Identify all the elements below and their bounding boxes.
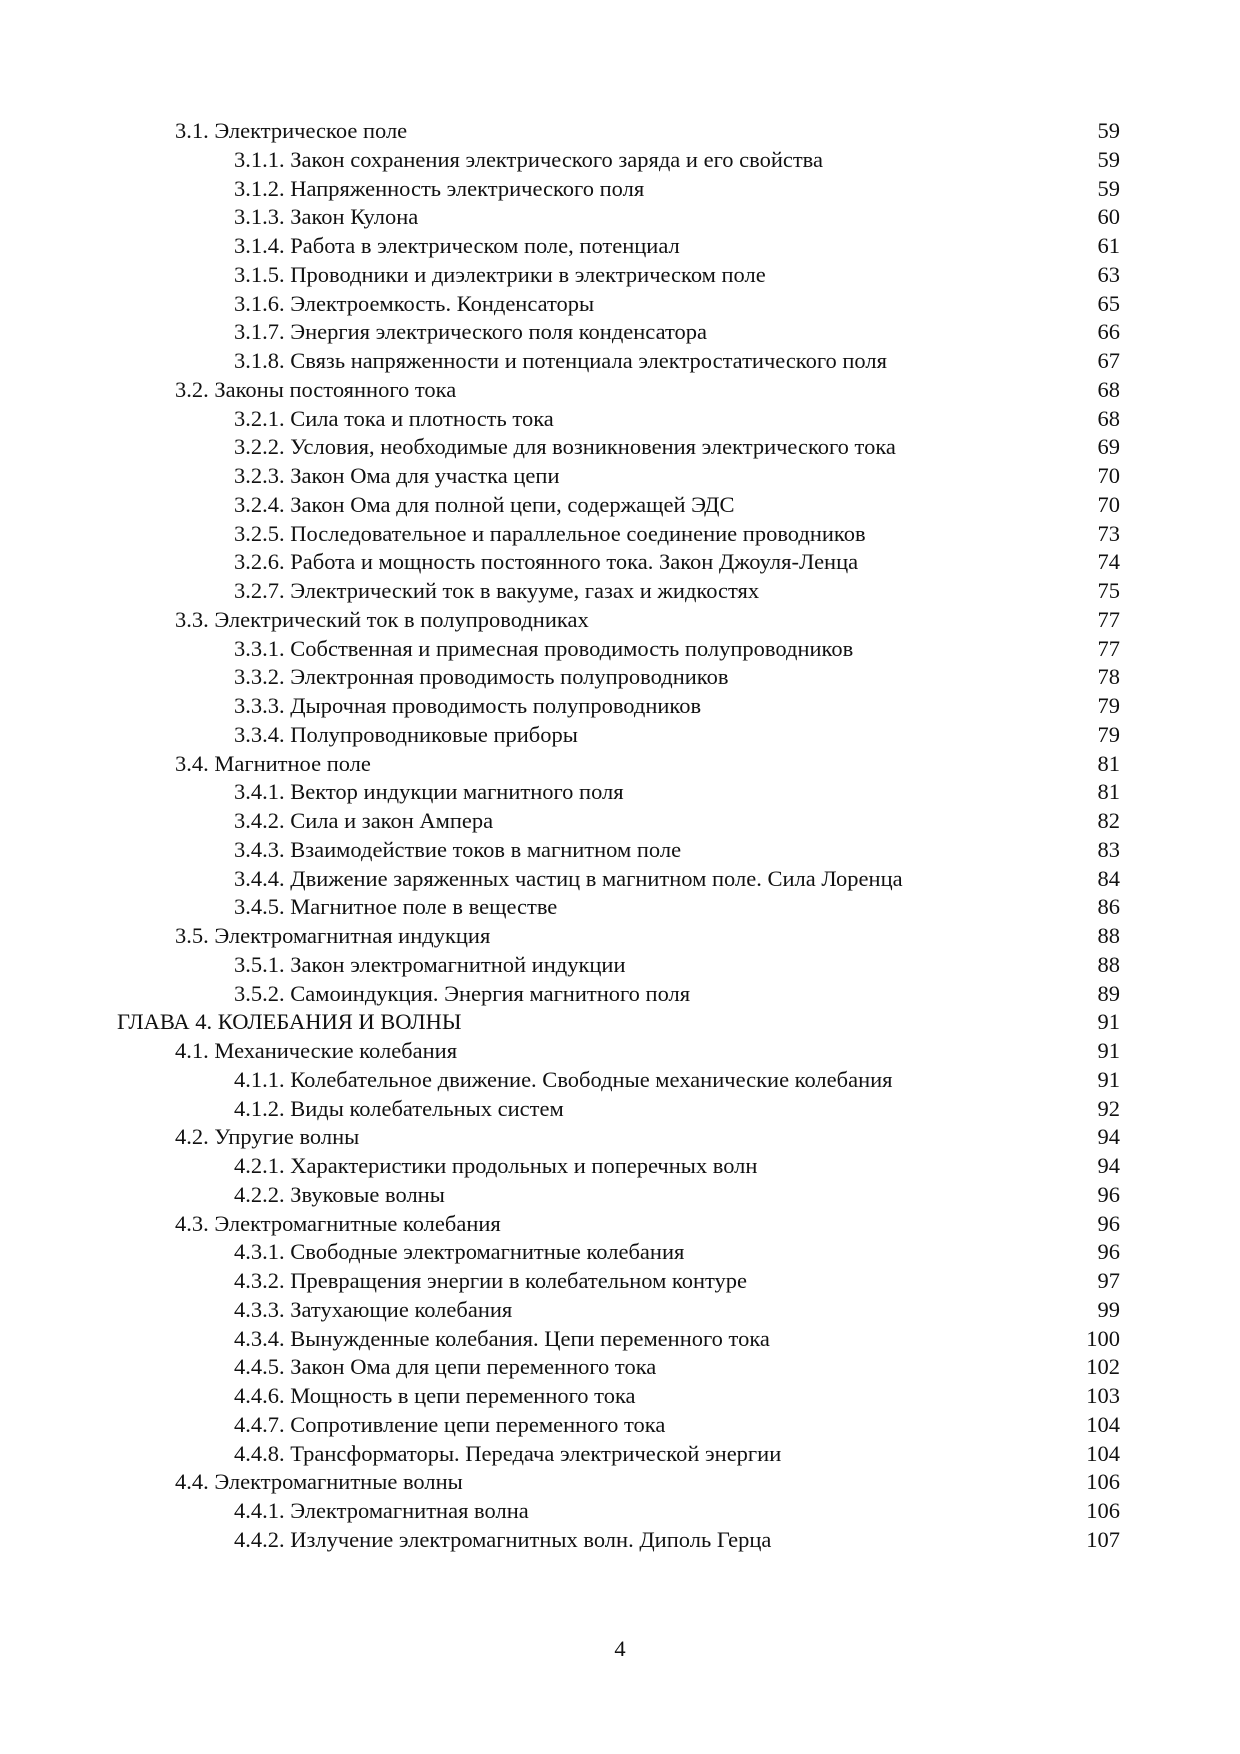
toc-entry-page: 96 <box>1097 1210 1120 1236</box>
toc-entry[interactable] <box>0 117 1240 146</box>
toc-entry-page: 107 <box>1086 1526 1120 1552</box>
toc-entry[interactable] <box>0 692 1240 721</box>
toc-entry-title: 3.1.7. Энергия электрического поля конденсатора <box>234 319 707 345</box>
toc-entry[interactable] <box>0 1440 1240 1469</box>
toc-entry-title: ГЛАВА 4. КОЛЕБАНИЯ И ВОЛНЫ <box>117 1009 462 1035</box>
toc-entry[interactable] <box>0 261 1240 290</box>
toc-entry[interactable] <box>0 663 1240 692</box>
table-of-contents <box>0 117 1240 1555</box>
toc-entry-title: 3.2.7. Электрический ток в вакууме, газах и жидкостях <box>234 578 760 603</box>
toc-entry-page: 69 <box>1097 434 1120 460</box>
toc-entry-page: 106 <box>1086 1469 1120 1495</box>
toc-entry[interactable] <box>0 203 1240 232</box>
toc-entry[interactable] <box>0 807 1240 836</box>
toc-entry-page: 79 <box>1097 693 1120 718</box>
toc-entry-page: 102 <box>1086 1354 1120 1380</box>
toc-entry-title: 4.4.2. Излучение электромагнитных волн. Диполь Герца <box>234 1526 772 1552</box>
toc-entry[interactable] <box>0 232 1240 261</box>
toc-entry-page: 68 <box>1097 376 1120 402</box>
toc-entry-title: 4.3.4. Вынужденные колебания. Цепи переменного тока <box>234 1325 770 1351</box>
toc-entry-title: 3.3.4. Полупроводниковые приборы <box>234 721 578 747</box>
toc-entry-page: 86 <box>1097 894 1120 920</box>
toc-entry[interactable] <box>0 1066 1240 1095</box>
toc-entry-title: 3.4.1. Вектор индукции магнитного поля <box>234 779 624 805</box>
toc-entry[interactable] <box>0 175 1240 204</box>
toc-entry-page: 99 <box>1097 1296 1120 1322</box>
toc-entry-page: 59 <box>1097 118 1120 143</box>
toc-entry-title: 3.4.5. Магнитное поле в веществе <box>234 894 558 920</box>
toc-entry[interactable] <box>0 893 1240 922</box>
toc-entry-title: 3.5.1. Закон электромагнитной индукции <box>234 951 626 977</box>
toc-entry-page: 60 <box>1097 204 1120 230</box>
toc-entry-page: 70 <box>1097 463 1120 488</box>
toc-entry-page: 96 <box>1097 1239 1120 1265</box>
toc-entry-title: 4.4.6. Мощность в цепи переменного тока <box>234 1383 636 1408</box>
toc-entry-page: 66 <box>1097 319 1120 345</box>
toc-entry-page: 92 <box>1097 1095 1120 1121</box>
toc-entry-title: 3.5.2. Самоиндукция. Энергия магнитного поля <box>234 980 691 1006</box>
toc-entry[interactable] <box>0 778 1240 807</box>
toc-entry-title: 4.3. Электромагнитные колебания <box>175 1210 501 1236</box>
toc-entry[interactable] <box>0 318 1240 347</box>
toc-entry[interactable] <box>0 951 1240 980</box>
toc-entry[interactable] <box>0 1296 1240 1325</box>
toc-entry[interactable] <box>0 146 1240 175</box>
toc-entry-title: 4.4. Электромагнитные волны <box>175 1469 463 1495</box>
toc-entry-title: 4.1. Механические колебания <box>175 1038 458 1063</box>
toc-entry-title: 3.1.1. Закон сохранения электрического заряда и его свойства <box>234 146 823 172</box>
toc-entry[interactable] <box>0 290 1240 319</box>
toc-entry[interactable] <box>0 1526 1240 1555</box>
toc-entry[interactable] <box>0 433 1240 462</box>
toc-entry[interactable] <box>0 548 1240 577</box>
toc-entry-page: 91 <box>1097 1009 1120 1035</box>
toc-entry-page: 82 <box>1097 808 1120 833</box>
toc-entry[interactable] <box>0 491 1240 520</box>
toc-entry-title: 3.3.1. Собственная и примесная проводимость полупроводников <box>234 635 854 661</box>
toc-entry[interactable] <box>0 376 1240 405</box>
toc-entry-title: 4.4.8. Трансформаторы. Передача электрической энергии <box>234 1440 782 1466</box>
toc-entry[interactable] <box>0 1210 1240 1239</box>
toc-entry-page: 104 <box>1086 1411 1120 1437</box>
toc-entry-title: 3.4.3. Взаимодействие токов в магнитном поле <box>234 836 682 862</box>
toc-entry-title: 3.5. Электромагнитная индукция <box>175 923 491 948</box>
toc-entry[interactable] <box>0 1382 1240 1411</box>
toc-entry-page: 106 <box>1086 1498 1120 1523</box>
toc-entry[interactable] <box>0 750 1240 779</box>
toc-entry-page: 78 <box>1097 664 1120 690</box>
toc-entry-title: 3.4. Магнитное поле <box>175 750 371 776</box>
toc-entry-page: 68 <box>1097 405 1120 431</box>
toc-entry[interactable] <box>0 1411 1240 1440</box>
toc-entry-title: 4.4.1. Электромагнитная волна <box>234 1498 529 1523</box>
toc-entry-page: 73 <box>1097 520 1120 546</box>
toc-entry-title: 3.1.5. Проводники и диэлектрики в электрическом поле <box>234 261 766 287</box>
toc-entry-title: 3.1.4. Работа в электрическом поле, потенциал <box>234 233 680 258</box>
toc-entry-page: 65 <box>1097 290 1120 316</box>
toc-entry-title: 3.1.3. Закон Кулона <box>234 204 419 230</box>
toc-entry[interactable] <box>0 1095 1240 1124</box>
toc-entry-title: 4.4.7. Сопротивление цепи переменного тока <box>234 1411 666 1437</box>
toc-entry-page: 94 <box>1097 1153 1120 1178</box>
toc-entry-page: 91 <box>1097 1038 1120 1063</box>
toc-entry-title: 4.3.3. Затухающие колебания <box>234 1296 513 1322</box>
toc-entry-page: 59 <box>1097 175 1120 201</box>
toc-entry-title: 3.1. Электрическое поле <box>175 118 408 143</box>
toc-entry-page: 77 <box>1097 606 1120 632</box>
page-number: 4 <box>614 1636 626 1661</box>
toc-entry-page: 83 <box>1097 836 1120 862</box>
toc-entry[interactable] <box>0 347 1240 376</box>
toc-entry-title: 3.3.2. Электронная проводимость полупроводников <box>234 664 729 690</box>
toc-entry-page: 94 <box>1097 1124 1120 1150</box>
toc-entry[interactable] <box>0 1123 1240 1152</box>
toc-entry-title: 3.4.4. Движение заряженных частиц в магнитном поле. Сила Лоренца <box>234 865 903 891</box>
toc-entry[interactable] <box>0 1037 1240 1066</box>
toc-entry[interactable] <box>0 1267 1240 1296</box>
toc-entry-title: 3.2.2. Условия, необходимые для возникновения электрического тока <box>234 434 896 460</box>
toc-entry-page: 67 <box>1097 348 1120 373</box>
toc-entry[interactable] <box>0 606 1240 635</box>
toc-entry[interactable] <box>0 1008 1240 1037</box>
toc-entry[interactable] <box>0 865 1240 894</box>
toc-entry-page: 84 <box>1097 865 1120 891</box>
toc-entry-page: 97 <box>1097 1268 1120 1293</box>
toc-entry-page: 74 <box>1097 549 1120 575</box>
toc-entry[interactable] <box>0 1325 1240 1354</box>
toc-entry[interactable] <box>0 1152 1240 1181</box>
toc-entry-page: 75 <box>1097 578 1120 603</box>
toc-entry-title: 4.3.2. Превращения энергии в колебательном контуре <box>234 1268 748 1293</box>
toc-entry-title: 3.3.3. Дырочная проводимость полупроводников <box>234 693 702 718</box>
toc-entry-page: 96 <box>1097 1181 1120 1207</box>
toc-entry-title: 3.2. Законы постоянного тока <box>175 376 457 402</box>
toc-entry[interactable] <box>0 1468 1240 1497</box>
toc-entry[interactable] <box>0 577 1240 606</box>
toc-entry-page: 70 <box>1097 491 1120 517</box>
toc-entry[interactable] <box>0 922 1240 951</box>
toc-entry-title: 3.2.1. Сила тока и плотность тока <box>234 405 554 431</box>
toc-entry-title: 3.1.6. Электроемкость. Конденсаторы <box>234 290 595 316</box>
toc-entry-page: 61 <box>1097 233 1120 258</box>
toc-entry[interactable] <box>0 1497 1240 1526</box>
toc-entry[interactable] <box>0 635 1240 664</box>
toc-entry-page: 63 <box>1097 261 1120 287</box>
toc-entry-title: 4.1.1. Колебательное движение. Свободные механические колебания <box>234 1066 893 1092</box>
toc-entry-page: 88 <box>1097 923 1120 948</box>
toc-entry-title: 3.3. Электрический ток в полупроводниках <box>175 606 589 632</box>
toc-entry-page: 79 <box>1097 721 1120 747</box>
toc-entry[interactable] <box>0 520 1240 549</box>
toc-entry[interactable] <box>0 1353 1240 1382</box>
toc-entry-title: 3.2.5. Последовательное и параллельное соединение проводников <box>234 520 866 546</box>
toc-entry[interactable] <box>0 980 1240 1009</box>
toc-entry-title: 4.1.2. Виды колебательных систем <box>234 1095 564 1121</box>
toc-entry[interactable] <box>0 405 1240 434</box>
toc-entry-page: 103 <box>1086 1383 1120 1408</box>
toc-entry-title: 4.3.1. Свободные электромагнитные колебания <box>234 1239 685 1265</box>
toc-entry-page: 81 <box>1097 750 1120 776</box>
toc-entry-page: 100 <box>1086 1325 1120 1351</box>
toc-entry-title: 3.2.6. Работа и мощность постоянного тока. Закон Джоуля-Ленца <box>234 549 859 575</box>
toc-entry-page: 104 <box>1086 1440 1120 1466</box>
toc-entry-title: 3.4.2. Сила и закон Ампера <box>234 808 494 833</box>
toc-entry-title: 3.2.3. Закон Ома для участка цепи <box>234 463 560 488</box>
toc-entry[interactable] <box>0 836 1240 865</box>
toc-entry-title: 3.1.2. Напряженность электрического поля <box>234 175 645 201</box>
toc-entry-title: 4.2. Упругие волны <box>175 1124 360 1150</box>
toc-entry-title: 4.4.5. Закон Ома для цепи переменного тока <box>234 1354 657 1380</box>
toc-entry-title: 3.2.4. Закон Ома для полной цепи, содержащей ЭДС <box>234 491 735 517</box>
toc-entry-page: 59 <box>1097 146 1120 172</box>
toc-entry[interactable] <box>0 721 1240 750</box>
toc-entry[interactable] <box>0 1181 1240 1210</box>
toc-entry-page: 88 <box>1097 951 1120 977</box>
toc-entry-page: 77 <box>1097 635 1120 661</box>
toc-entry[interactable] <box>0 1238 1240 1267</box>
toc-entry-page: 81 <box>1097 779 1120 805</box>
toc-entry-page: 91 <box>1097 1066 1120 1092</box>
toc-entry-title: 4.2.1. Характеристики продольных и поперечных волн <box>234 1153 758 1178</box>
toc-entry-title: 3.1.8. Связь напряженности и потенциала электростатического поля <box>234 348 887 373</box>
toc-entry-title: 4.2.2. Звуковые волны <box>234 1181 445 1207</box>
toc-entry[interactable] <box>0 462 1240 491</box>
toc-entry-page: 89 <box>1097 980 1120 1006</box>
